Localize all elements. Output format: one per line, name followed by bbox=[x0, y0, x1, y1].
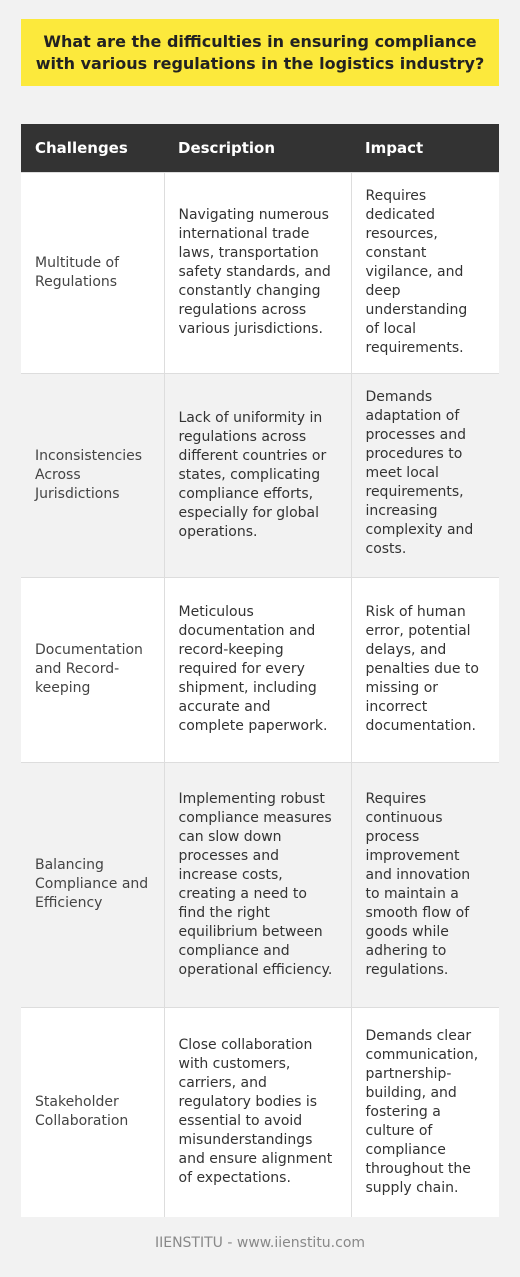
description-cell: Meticulous documentation and record-keeping required for every shipment, including accurate and complete paperwork. bbox=[164, 577, 351, 762]
table-row bbox=[21, 762, 499, 1007]
title-banner bbox=[21, 19, 499, 86]
impact-cell: Demands adaptation of processes and procedures to meet local requirements, increasing complexity and costs. bbox=[351, 373, 499, 577]
page-title: What are the difficulties in ensuring compliance with various regulations in the logistics industry? bbox=[35, 31, 485, 73]
header-description: Description bbox=[164, 124, 351, 172]
impact-cell: Demands clear communication, partnership-building, and fostering a culture of compliance throughout the supply chain. bbox=[351, 1007, 499, 1217]
table-row bbox=[21, 1007, 499, 1217]
description-cell: Implementing robust compliance measures can slow down processes and increase costs, creating a need to find the right equilibrium between compliance and operational efficiency. bbox=[164, 762, 351, 1007]
header-challenges: Challenges bbox=[21, 124, 164, 172]
impact-cell: Requires dedicated resources, constant vigilance, and deep understanding of local requirements. bbox=[351, 172, 499, 373]
challenge-cell: Balancing Compliance and Efficiency bbox=[21, 762, 164, 1007]
impact-cell: Requires continuous process improvement and innovation to maintain a smooth flow of goods while adhering to regulations. bbox=[351, 762, 499, 1007]
description-cell: Lack of uniformity in regulations across different countries or states, complicating compliance efforts, especially for global operations. bbox=[164, 373, 351, 577]
header-impact: Impact bbox=[351, 124, 499, 172]
table-header-row bbox=[21, 124, 499, 172]
challenge-cell: Stakeholder Collaboration bbox=[21, 1007, 164, 1217]
table-row bbox=[21, 373, 499, 577]
table-row bbox=[21, 577, 499, 762]
description-cell: Navigating numerous international trade laws, transportation safety standards, and constantly changing regulations across various jurisdictions. bbox=[164, 172, 351, 373]
challenge-cell: Inconsistencies Across Jurisdictions bbox=[21, 373, 164, 577]
footer-credit: IIENSTITU - www.iienstitu.com bbox=[154, 1235, 366, 1251]
challenge-cell: Multitude of Regulations bbox=[21, 172, 164, 373]
impact-cell: Risk of human error, potential delays, and penalties due to missing or incorrect documentation. bbox=[351, 577, 499, 762]
table-row bbox=[21, 172, 499, 373]
description-cell: Close collaboration with customers, carriers, and regulatory bodies is essential to avoid misunderstandings and ensure alignment of expectations. bbox=[164, 1007, 351, 1217]
challenge-cell: Documentation and Record-keeping bbox=[21, 577, 164, 762]
challenges-table bbox=[21, 124, 499, 1217]
